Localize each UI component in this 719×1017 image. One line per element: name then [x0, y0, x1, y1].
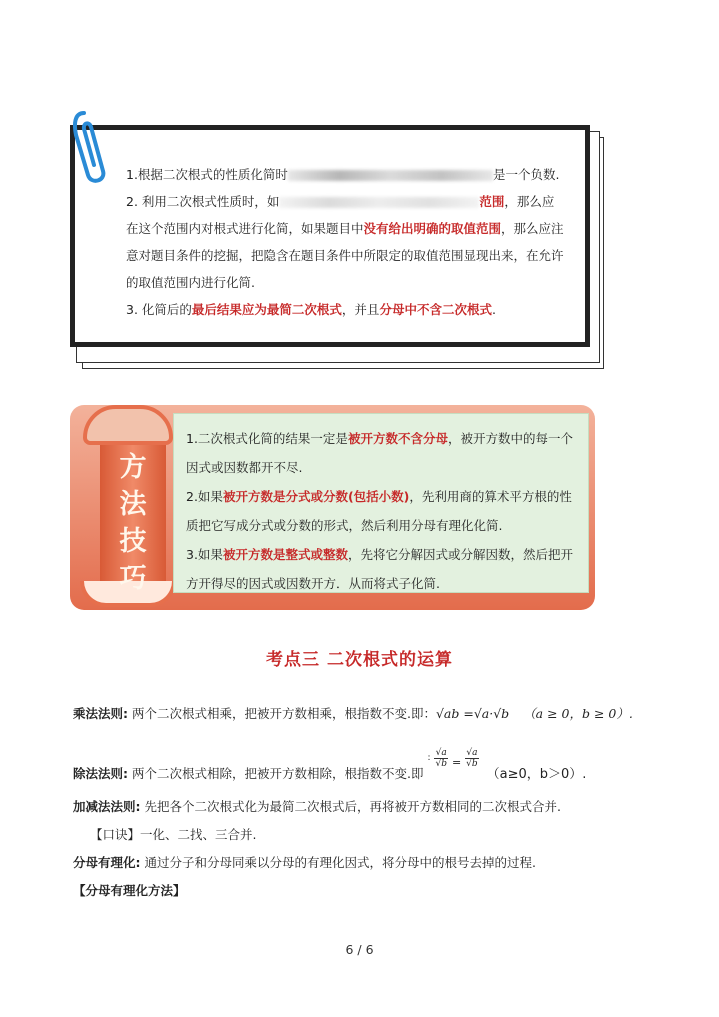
paperclip-icon [66, 105, 116, 185]
method-line-5: 3.如果被开方数是整式或整数，先将它分解因式或分解因数，然后把开 [186, 547, 573, 562]
note-line-2: 2. 利用二次根式性质时，如 范围，那么应 [126, 194, 555, 209]
method-line-4: 质把它写成分式或分数的形式，然后利用分母有理化化简. [186, 518, 503, 533]
method-line-6: 方开得尽的因式或因数开方．从而将式子化简. [186, 576, 440, 591]
method-tips-box [70, 405, 595, 610]
mnemonic: 【口诀】一化、二找、三合并. [90, 827, 257, 842]
rationalization-method-title: 【分母有理化方法】 [73, 883, 186, 898]
note-line-3: 在这个范围内对根式进行化简，如果题目中没有给出明确的取值范围，那么应注 [126, 221, 564, 236]
note-line-4: 意对题目条件的挖掘，把隐含在题目条件中所限定的取值范围显现出来，在允许 [126, 248, 564, 263]
note-text [126, 161, 581, 323]
division-rule: 除法法则: 两个二次根式相除，把被开方数相除，根指数不变.即 : $\frac{√a}{√b}$ = $\frac{√a}{√b}$ （a≥0，b＞0）. [73, 748, 587, 782]
note-line-1: 1.根据二次根式的性质化简时 是一个负数. [126, 167, 560, 182]
method-text [186, 424, 581, 598]
method-line-3: 2.如果被开方数是分式或分数(包括小数)，先利用商的算术平方根的性 [186, 489, 572, 504]
scroll-top-roll [83, 405, 173, 445]
blurred-region [288, 170, 493, 181]
section-title: 考点三 二次根式的运算 [266, 650, 453, 670]
addition-subtraction-rule: 加减法法则: 先把各个二次根式化为最简二次根式后，再将被开方数相同的二次根式合并. [73, 799, 561, 814]
method-line-1: 1.二次根式化简的结果一定是被开方数不含分母，被开方数中的每一个 [186, 431, 573, 446]
method-scroll [78, 405, 178, 610]
rationalization-rule: 分母有理化: 通过分子和分母同乘以分母的有理化因式，将分母中的根号去掉的过程. [73, 855, 536, 870]
division-formula-left: $\frac{√a}{√b}$ [435, 748, 447, 769]
method-line-2: 因式或因数都开不尽. [186, 460, 303, 475]
note-card [70, 125, 610, 370]
multiplication-rule: 乘法法则: 两个二次根式相乘，把被开方数相乘，根指数不变.即：√ab =√a·√b （a ≥ 0，b ≥ 0）. [73, 706, 633, 721]
blurred-region [279, 197, 479, 208]
page-number: 6 / 6 [345, 942, 374, 957]
division-formula-right: $\frac{√a}{√b}$ [466, 748, 478, 769]
scroll-title: 方 法 技 巧 [119, 452, 147, 594]
note-line-6: 3. 化简后的最后结果应为最简二次根式，并且分母中不含二次根式. [126, 302, 496, 317]
note-line-5: 的取值范围内进行化简. [126, 275, 255, 290]
method-content [173, 413, 589, 593]
